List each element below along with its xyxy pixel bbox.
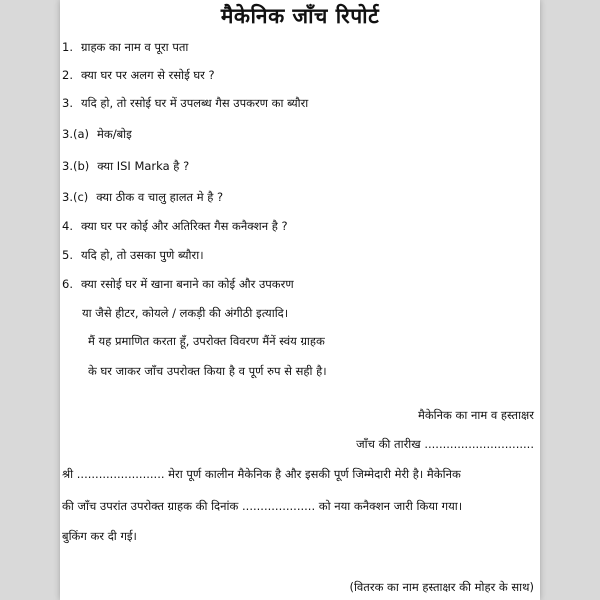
item-text: यदि हो, तो उसका पुणे ब्यौरा। [80, 248, 204, 262]
item-text: क्या ISI Marka है ? [97, 159, 190, 173]
certification-line-1: श्री ........................ मेरा पूर्ण कालीन मैकेनिक है और इसकी पूर्ण जिम्मेदारी मेरी है। मैकेनिक [62, 467, 461, 481]
certification-line-3: बुकिंग कर दी गई। [62, 529, 137, 543]
item-text: क्या घर पर अलग से रसोई घर ? [80, 68, 215, 82]
list-item [62, 127, 132, 142]
list-item [62, 277, 294, 292]
item-number: 3.(c) [62, 190, 89, 204]
item-number: 6. [62, 277, 73, 291]
item-number: 3. [62, 96, 73, 110]
item-number: 3.(b) [62, 159, 90, 173]
inspection-date-label: जाँच की तारीख .............................. [356, 437, 534, 451]
page-title: मैकेनिक जाँच रिपोर्ट [220, 4, 380, 28]
declaration-line-2: के घर जाकर जाँच उपरोक्त किया है व पूर्ण रुप से सही है। [88, 364, 327, 378]
distributor-signature-label: (वितरक का नाम हस्ताक्षर की मोहर के साथ) [349, 580, 534, 594]
list-item [62, 40, 188, 55]
list-item [62, 219, 288, 234]
item-text: क्या घर पर कोई और अतिरिक्त गैस कनैक्शन है ? [80, 219, 288, 233]
item-number: 5. [62, 248, 73, 262]
report-page [60, 0, 540, 600]
list-item [62, 96, 308, 111]
item-number: 4. [62, 219, 73, 233]
item-6-continuation: या जैसे हीटर, कोयले / लकड़ी की अंगीठी इत्यादि। [82, 306, 289, 320]
item-text: मेक/बोइ [97, 127, 132, 141]
declaration-line-1: मैं यह प्रमाणित करता हूँ, उपरोक्त विवरण मैंनें स्वंय ग्राहक [88, 334, 325, 348]
item-number: 3.(a) [62, 127, 89, 141]
item-text: क्या रसोई घर में खाना बनाने का कोई और उपकरण [80, 277, 294, 291]
item-number: 1. [62, 40, 73, 54]
mechanic-signature-label: मैकेनिक का नाम व हस्ताक्षर [417, 408, 534, 422]
list-item [62, 190, 223, 205]
item-text: ग्राहक का नाम व पूरा पता [80, 40, 189, 54]
list-item [62, 68, 215, 83]
item-text: क्या ठीक व चालु हालत मे है ? [96, 190, 224, 204]
list-item [62, 159, 189, 174]
certification-line-2: की जाँच उपरांत उपरोक्त ग्राहक की दिनांक .................... को नया कनैक्शन जारी किया गया। [62, 499, 463, 513]
item-text: यदि हो, तो रसोई घर में उपलब्ध गैस उपकरण का ब्यौरा [80, 96, 309, 110]
list-item [62, 248, 204, 263]
item-number: 2. [62, 68, 73, 82]
